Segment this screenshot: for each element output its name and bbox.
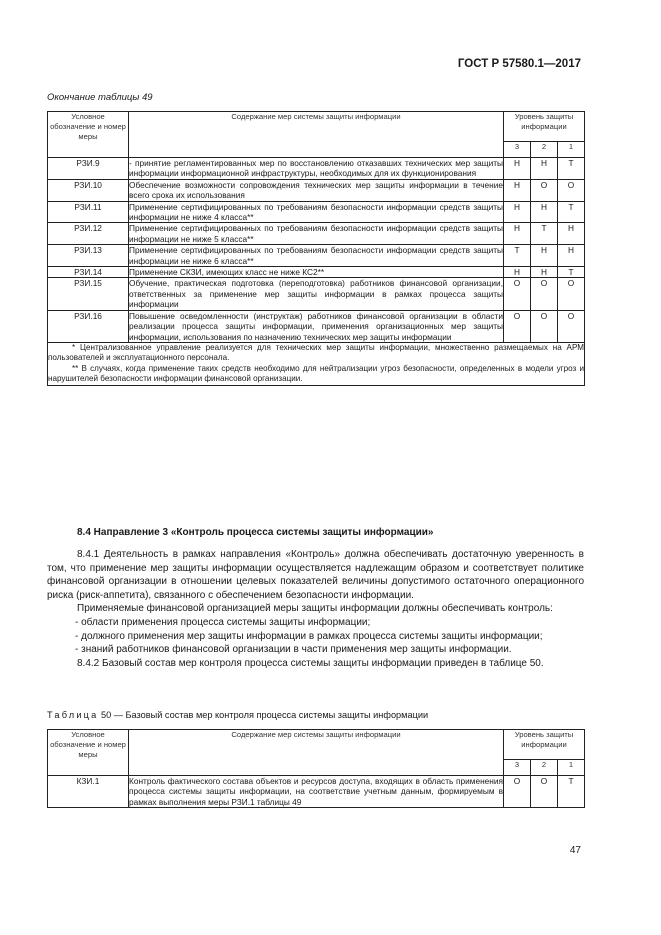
level-1-value: Н: [558, 245, 585, 267]
column-header-content: Содержание мер системы защиты информации: [129, 112, 504, 158]
level-2-value: О: [531, 179, 558, 201]
measure-code: КЗИ.1: [48, 776, 129, 808]
level-1-value: Т: [558, 158, 585, 180]
level-3-value: Н: [504, 158, 531, 180]
level-3-value: О: [504, 776, 531, 808]
level-1-value: Т: [558, 776, 585, 808]
column-header-level: Уровень защиты информации: [504, 112, 585, 142]
document-code: ГОСТ Р 57580.1—2017: [457, 58, 581, 70]
table-caption-text: 50 — Базовый состав мер контроля процесса системы защиты информации: [98, 710, 429, 720]
level-1-value: О: [558, 179, 585, 201]
column-header-content: Содержание мер системы защиты информации: [129, 730, 504, 776]
column-header-code: Условное обозначение и номер меры: [48, 730, 129, 776]
level-1-value: О: [558, 310, 585, 342]
level-2-value: О: [531, 310, 558, 342]
measure-code: РЗИ.12: [48, 223, 129, 245]
column-header-level-2: 2: [531, 760, 558, 776]
table-notes: [48, 342, 585, 385]
paragraph-8-4-2: 8.4.2 Базовый состав мер контроля процесса системы защиты информации приведен в таблице 50.: [77, 657, 544, 669]
measure-code: РЗИ.13: [48, 245, 129, 267]
table-note-2: ** В случаях, когда применение таких средств необходимо для нейтрализации угроз безопасности, определенных в модели угроз и нарушителей безопасности информации финансовой организации.: [48, 363, 584, 384]
section-body: [47, 548, 584, 670]
column-header-level-3: 3: [504, 760, 531, 776]
level-3-value: Н: [504, 201, 531, 223]
measure-text: Контроль фактического состава объектов и ресурсов доступа, входящих в область применения процесса системы защиты информации, на соответствие учетным данным, формируемым в рамках выполнения меры РЗИ.1 таблицы 49: [129, 776, 503, 807]
level-2-value: Н: [531, 201, 558, 223]
measure-code: РЗИ.15: [48, 278, 129, 310]
level-1-value: Н: [558, 223, 585, 245]
level-3-value: Н: [504, 223, 531, 245]
measure-text: Применение СКЗИ, имеющих класс не ниже КС2**: [129, 267, 504, 278]
table-50: [47, 729, 585, 808]
table-row: [48, 245, 585, 267]
table-row: [48, 223, 585, 245]
table-note-1: * Централизованное управление реализуется для технических мер защиты информации, множественно размещаемых на АРМ пользователей и эксплуатационного персонала.: [48, 342, 584, 363]
paragraph-8-4-1: 8.4.1 Деятельность в рамках направления «Контроль» должна обеспечивать достаточную уверенность в том, что применение мер защиты информации осуществляется надлежащим образом и соответствует политике финансовой организации в отношении целевых показателей величины допустимого остаточного операционного риска (риск-аппетита), связанного с обеспечением безопасности информации.: [47, 549, 584, 601]
list-item: - области применения процесса системы защиты информации;: [75, 616, 371, 628]
table-row: [48, 201, 585, 223]
measure-code: РЗИ.16: [48, 310, 129, 342]
level-1-value: О: [558, 278, 585, 310]
level-2-value: Н: [531, 245, 558, 267]
measure-text: Обеспечение возможности сопровождения технических мер защиты информации в течение всего срока их использования: [129, 179, 503, 201]
table-49: [47, 111, 585, 386]
measure-code: РЗИ.11: [48, 201, 129, 223]
column-header-level: Уровень защиты информации: [504, 730, 585, 760]
measure-text: Применение сертифицированных по требованиям безопасности информации средств защиты информации не ниже 5 класса**: [129, 223, 503, 244]
column-header-level-2: 2: [531, 142, 558, 158]
level-2-value: Т: [531, 223, 558, 245]
measure-text: Обучение, практическая подготовка (переподготовка) работников финансовой организации, ответственных за применение мер защиты информации в рамках процесса защиты информации: [129, 278, 503, 310]
table-continuation-caption: Окончание таблицы 49: [47, 92, 153, 103]
list-item: - должного применения мер защиты информации в рамках процесса системы защиты информации;: [75, 630, 543, 642]
table-caption-label: Таблица: [47, 710, 99, 720]
table-row: [48, 267, 585, 278]
measure-code: РЗИ.14: [48, 267, 129, 278]
table-50-caption: [47, 710, 428, 720]
column-header-level-3: 3: [504, 142, 531, 158]
measure-code: РЗИ.10: [48, 179, 129, 201]
level-3-value: Н: [504, 267, 531, 278]
measure-code: РЗИ.9: [48, 158, 129, 180]
level-3-value: О: [504, 278, 531, 310]
measure-text: Повышение осведомленности (инструктаж) работников финансовой организации в области реализации процесса защиты информации, применения организационных мер защиты информации, использования по назначению технических мер защиты информации: [129, 310, 503, 342]
measure-text: Применение сертифицированных по требованиям безопасности информации средств защиты информации не ниже 6 класса**: [129, 245, 503, 266]
page-number: 47: [569, 845, 581, 856]
section-title: 8.4 Направление 3 «Контроль процесса системы защиты информации»: [77, 527, 434, 538]
level-3-value: О: [504, 310, 531, 342]
level-1-value: Т: [558, 201, 585, 223]
table-row: [48, 776, 585, 808]
level-2-value: Н: [531, 267, 558, 278]
level-3-value: Н: [504, 179, 531, 201]
table-row: [48, 158, 585, 180]
level-2-value: Н: [531, 158, 558, 180]
column-header-code: Условное обозначение и номер меры: [48, 112, 129, 158]
column-header-level-1: 1: [558, 760, 585, 776]
level-3-value: Т: [504, 245, 531, 267]
paragraph-control-intro: Применяемые финансовой организацией меры защиты информации должны обеспечивать контроль:: [77, 603, 553, 615]
table-row: [48, 278, 585, 310]
table-row: [48, 310, 585, 342]
column-header-level-1: 1: [558, 142, 585, 158]
measure-text: - принятие регламентированных мер по восстановлению отказавших технических мер защиты информации информационной инфраструктуры, необходимых для их функционирования: [129, 158, 503, 179]
list-item: - знаний работников финансовой организации в части применения мер защиты информации.: [75, 644, 512, 656]
table-row: [48, 179, 585, 201]
measure-text: Применение сертифицированных по требованиям безопасности информации средств защиты информации не ниже 4 класса**: [129, 201, 503, 223]
level-1-value: Т: [558, 267, 585, 278]
level-2-value: О: [531, 278, 558, 310]
level-2-value: О: [531, 776, 558, 808]
